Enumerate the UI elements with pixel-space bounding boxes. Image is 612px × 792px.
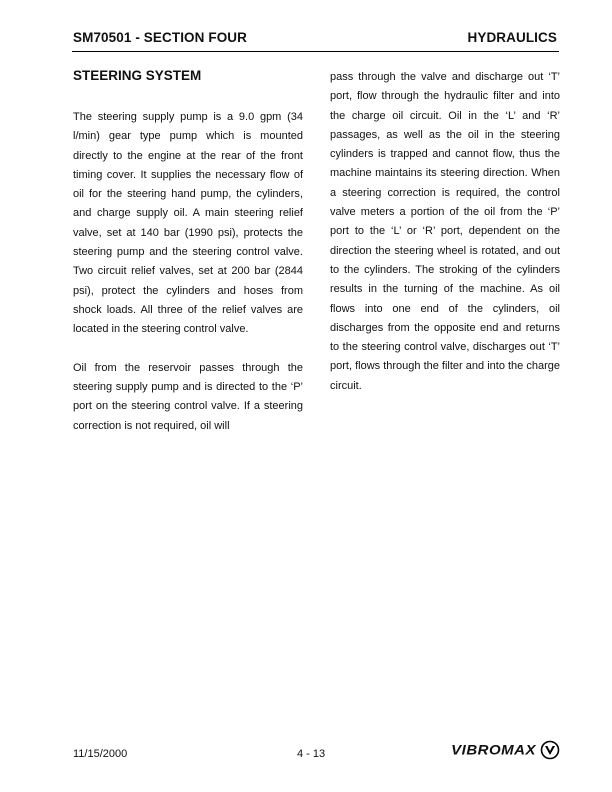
left-column xyxy=(73,68,303,436)
vibromax-logo xyxy=(451,740,560,760)
section-heading: STEERING SYSTEM xyxy=(73,68,202,83)
paragraph-steering-correction: pass through the valve and discharge out ‘T’ port, flow through the hydraulic filter and into the charge oil circuit. Oil in the ‘L’ and ‘R’ passages, as well as the oil in the steering cylinders is trapped and cannot flow, thus the machine maintains its steering direction. When a steering correction is required, the control valve meters a portion of the oil from the ‘P’ port to the ‘L’ or ‘R’ port, dependent on the direction the steering wheel is rotated, and out to the cylinders. The stroking of the cylinders results in the turning of the machine. As oil flows into one end of the cylinders, oil discharges from the opposite end and returns to the steering control valve, discharges out ‘T’ port, flows through the filter and into the charge circuit. xyxy=(330,71,560,392)
paragraph-oil-flow: Oil from the reservoir passes through the steering supply pump and is directed to the ‘P’ port on the steering control valve. If a steering correction is not required, oil will xyxy=(73,361,303,432)
logo-wordmark: VIBROMAX xyxy=(451,742,536,758)
header-chapter-label: HYDRAULICS xyxy=(467,30,557,45)
footer-page-number: 4 - 13 xyxy=(297,748,326,760)
header-section-label: SM70501 - SECTION FOUR xyxy=(73,30,247,45)
right-column xyxy=(330,68,560,396)
footer-date: 11/15/2000 xyxy=(73,748,128,760)
vibromax-shield-v-icon xyxy=(540,740,560,760)
header-rule xyxy=(72,51,559,52)
paragraph-steering-pump: The steering supply pump is a 9.0 gpm (34 l/min) gear type pump which is mounted directly to the engine at the rear of the front timing cover. It supplies the necessary flow of oil for the steering hand pump, the cylinders, and charge supply oil. A main steering relief valve, set at 140 bar (1990 psi), protects the steering pump and the steering control valve. Two circuit relief valves, set at 200 bar (2844 psi), protect the cylinders and hoses from shock loads. All three of the relief valves are located in the steering control valve. xyxy=(73,111,303,336)
